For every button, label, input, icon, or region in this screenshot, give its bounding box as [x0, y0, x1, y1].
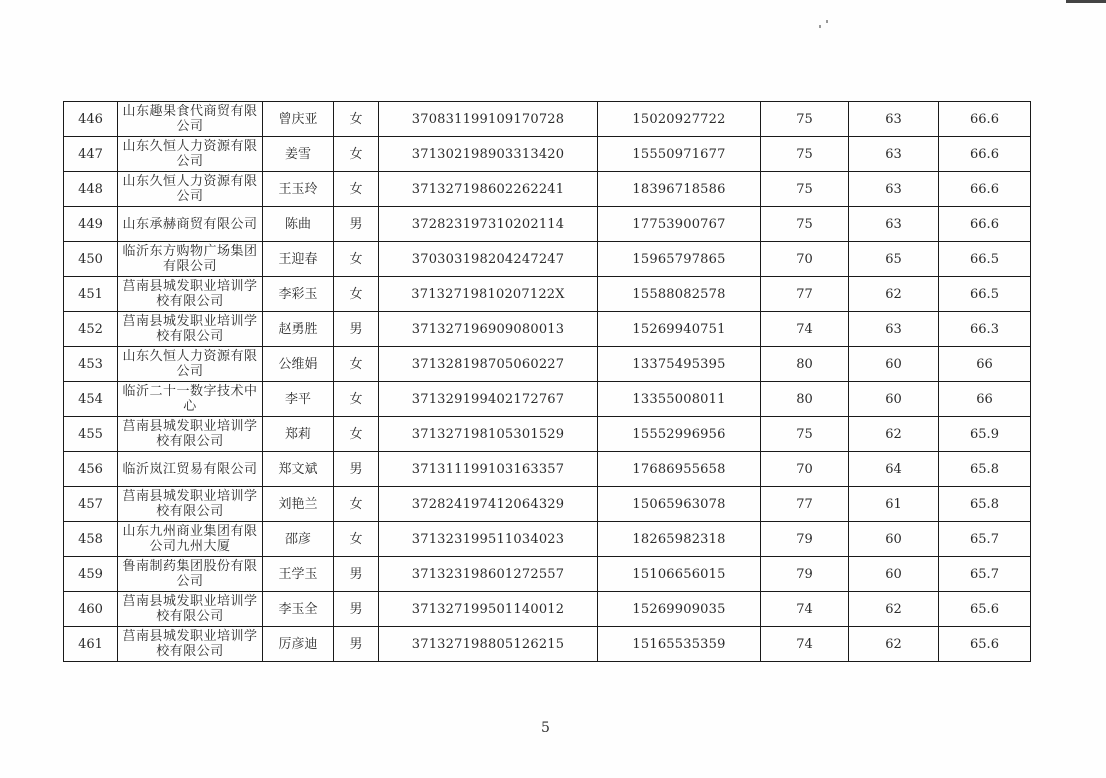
- person-name: 曾庆亚: [263, 102, 334, 137]
- gender: 男: [334, 452, 379, 487]
- gender: 男: [334, 592, 379, 627]
- total-score: 65.8: [939, 452, 1031, 487]
- id-number: 371327198805126215: [379, 627, 598, 662]
- table-row: [64, 172, 1031, 207]
- row-number: 453: [64, 347, 118, 382]
- company-name: 鲁南制药集团股份有限公司: [118, 557, 263, 592]
- gender: 女: [334, 137, 379, 172]
- person-name: 姜雪: [263, 137, 334, 172]
- gender: 女: [334, 417, 379, 452]
- total-score: 65.7: [939, 522, 1031, 557]
- row-number: 451: [64, 277, 118, 312]
- id-number: 372823197310202114: [379, 207, 598, 242]
- gender: 女: [334, 382, 379, 417]
- phone-number: 18396718586: [598, 172, 761, 207]
- score-2: 60: [849, 382, 939, 417]
- roster-table: [63, 101, 1031, 662]
- row-number: 456: [64, 452, 118, 487]
- gender: 男: [334, 207, 379, 242]
- company-name: 莒南县城发职业培训学校有限公司: [118, 277, 263, 312]
- company-name: 山东九州商业集团有限公司九州大厦: [118, 522, 263, 557]
- total-score: 66.6: [939, 172, 1031, 207]
- score-1: 74: [761, 627, 849, 662]
- score-1: 75: [761, 207, 849, 242]
- score-1: 75: [761, 172, 849, 207]
- person-name: 郑莉: [263, 417, 334, 452]
- roster-table-body: [64, 102, 1031, 662]
- score-2: 62: [849, 592, 939, 627]
- score-1: 70: [761, 452, 849, 487]
- phone-number: 15165535359: [598, 627, 761, 662]
- score-1: 79: [761, 522, 849, 557]
- id-number: 372824197412064329: [379, 487, 598, 522]
- total-score: 65.9: [939, 417, 1031, 452]
- company-name: 山东久恒人力资源有限公司: [118, 172, 263, 207]
- total-score: 65.6: [939, 592, 1031, 627]
- person-name: 王学玉: [263, 557, 334, 592]
- row-number: 461: [64, 627, 118, 662]
- person-name: 郑文斌: [263, 452, 334, 487]
- phone-number: 15269940751: [598, 312, 761, 347]
- row-number: 452: [64, 312, 118, 347]
- table-row: [64, 242, 1031, 277]
- row-number: 460: [64, 592, 118, 627]
- table-row: [64, 277, 1031, 312]
- phone-number: 15269909035: [598, 592, 761, 627]
- company-name: 山东久恒人力资源有限公司: [118, 137, 263, 172]
- row-number: 454: [64, 382, 118, 417]
- table-row: [64, 312, 1031, 347]
- score-1: 74: [761, 592, 849, 627]
- company-name: 莒南县城发职业培训学校有限公司: [118, 592, 263, 627]
- scan-edge-mark: [1066, 0, 1106, 3]
- phone-number: 17686955658: [598, 452, 761, 487]
- score-2: 63: [849, 207, 939, 242]
- total-score: 65.7: [939, 557, 1031, 592]
- company-name: 莒南县城发职业培训学校有限公司: [118, 417, 263, 452]
- score-1: 79: [761, 557, 849, 592]
- score-1: 77: [761, 277, 849, 312]
- total-score: 66.5: [939, 242, 1031, 277]
- id-number: 371327199501140012: [379, 592, 598, 627]
- person-name: 王迎春: [263, 242, 334, 277]
- id-number: 370303198204247247: [379, 242, 598, 277]
- gender: 女: [334, 172, 379, 207]
- table-row: [64, 347, 1031, 382]
- score-2: 65: [849, 242, 939, 277]
- person-name: 李玉全: [263, 592, 334, 627]
- table-row: [64, 102, 1031, 137]
- person-name: 邵彦: [263, 522, 334, 557]
- row-number: 446: [64, 102, 118, 137]
- company-name: 莒南县城发职业培训学校有限公司: [118, 487, 263, 522]
- score-2: 63: [849, 102, 939, 137]
- table-row: [64, 627, 1031, 662]
- total-score: 66.6: [939, 137, 1031, 172]
- score-2: 60: [849, 347, 939, 382]
- person-name: 刘艳兰: [263, 487, 334, 522]
- person-name: 李平: [263, 382, 334, 417]
- company-name: 临沂岚江贸易有限公司: [118, 452, 263, 487]
- score-1: 80: [761, 347, 849, 382]
- row-number: 447: [64, 137, 118, 172]
- row-number: 450: [64, 242, 118, 277]
- phone-number: 15588082578: [598, 277, 761, 312]
- score-2: 63: [849, 312, 939, 347]
- score-1: 75: [761, 137, 849, 172]
- gender: 男: [334, 627, 379, 662]
- company-name: 山东趣果食代商贸有限公司: [118, 102, 263, 137]
- id-number: 371328198705060227: [379, 347, 598, 382]
- table-row: [64, 382, 1031, 417]
- id-number: 371311199103163357: [379, 452, 598, 487]
- score-1: 70: [761, 242, 849, 277]
- score-1: 74: [761, 312, 849, 347]
- table-row: [64, 207, 1031, 242]
- id-number: 371327196909080013: [379, 312, 598, 347]
- score-2: 64: [849, 452, 939, 487]
- phone-number: 13375495395: [598, 347, 761, 382]
- phone-number: 15020927722: [598, 102, 761, 137]
- person-name: 公维娟: [263, 347, 334, 382]
- person-name: 赵勇胜: [263, 312, 334, 347]
- total-score: 66: [939, 347, 1031, 382]
- score-1: 75: [761, 417, 849, 452]
- row-number: 457: [64, 487, 118, 522]
- score-2: 60: [849, 557, 939, 592]
- phone-number: 17753900767: [598, 207, 761, 242]
- id-number: 371327198602262241: [379, 172, 598, 207]
- table-row: [64, 137, 1031, 172]
- gender: 女: [334, 242, 379, 277]
- total-score: 66.6: [939, 102, 1031, 137]
- id-number: 37132719810207122X: [379, 277, 598, 312]
- gender: 女: [334, 522, 379, 557]
- phone-number: 15106656015: [598, 557, 761, 592]
- id-number: 371329199402172767: [379, 382, 598, 417]
- table-row: [64, 417, 1031, 452]
- table-row: [64, 522, 1031, 557]
- company-name: 莒南县城发职业培训学校有限公司: [118, 312, 263, 347]
- phone-number: 18265982318: [598, 522, 761, 557]
- gender: 男: [334, 557, 379, 592]
- id-number: 371323198601272557: [379, 557, 598, 592]
- person-name: 陈曲: [263, 207, 334, 242]
- table-row: [64, 557, 1031, 592]
- row-number: 455: [64, 417, 118, 452]
- scan-speck: [819, 25, 821, 28]
- score-1: 77: [761, 487, 849, 522]
- page-number: 5: [541, 720, 550, 736]
- company-name: 临沂东方购物广场集团有限公司: [118, 242, 263, 277]
- score-2: 60: [849, 522, 939, 557]
- gender: 男: [334, 312, 379, 347]
- table-row: [64, 452, 1031, 487]
- row-number: 448: [64, 172, 118, 207]
- person-name: 李彩玉: [263, 277, 334, 312]
- phone-number: 15065963078: [598, 487, 761, 522]
- row-number: 449: [64, 207, 118, 242]
- score-2: 62: [849, 417, 939, 452]
- company-name: 莒南县城发职业培训学校有限公司: [118, 627, 263, 662]
- total-score: 65.8: [939, 487, 1031, 522]
- id-number: 371302198903313420: [379, 137, 598, 172]
- gender: 女: [334, 277, 379, 312]
- phone-number: 15552996956: [598, 417, 761, 452]
- company-name: 临沂二十一数字技术中心: [118, 382, 263, 417]
- score-2: 62: [849, 277, 939, 312]
- score-1: 75: [761, 102, 849, 137]
- company-name: 山东久恒人力资源有限公司: [118, 347, 263, 382]
- phone-number: 15550971677: [598, 137, 761, 172]
- gender: 女: [334, 102, 379, 137]
- id-number: 371327198105301529: [379, 417, 598, 452]
- person-name: 王玉玲: [263, 172, 334, 207]
- total-score: 66.6: [939, 207, 1031, 242]
- scan-speck: [826, 20, 828, 23]
- row-number: 458: [64, 522, 118, 557]
- score-2: 62: [849, 627, 939, 662]
- score-2: 63: [849, 172, 939, 207]
- table-row: [64, 487, 1031, 522]
- gender: 女: [334, 487, 379, 522]
- total-score: 66.5: [939, 277, 1031, 312]
- score-1: 80: [761, 382, 849, 417]
- id-number: 371323199511034023: [379, 522, 598, 557]
- id-number: 370831199109170728: [379, 102, 598, 137]
- row-number: 459: [64, 557, 118, 592]
- company-name: 山东承赫商贸有限公司: [118, 207, 263, 242]
- score-2: 63: [849, 137, 939, 172]
- total-score: 65.6: [939, 627, 1031, 662]
- person-name: 厉彦迪: [263, 627, 334, 662]
- total-score: 66.3: [939, 312, 1031, 347]
- table-row: [64, 592, 1031, 627]
- score-2: 61: [849, 487, 939, 522]
- total-score: 66: [939, 382, 1031, 417]
- phone-number: 15965797865: [598, 242, 761, 277]
- gender: 女: [334, 347, 379, 382]
- phone-number: 13355008011: [598, 382, 761, 417]
